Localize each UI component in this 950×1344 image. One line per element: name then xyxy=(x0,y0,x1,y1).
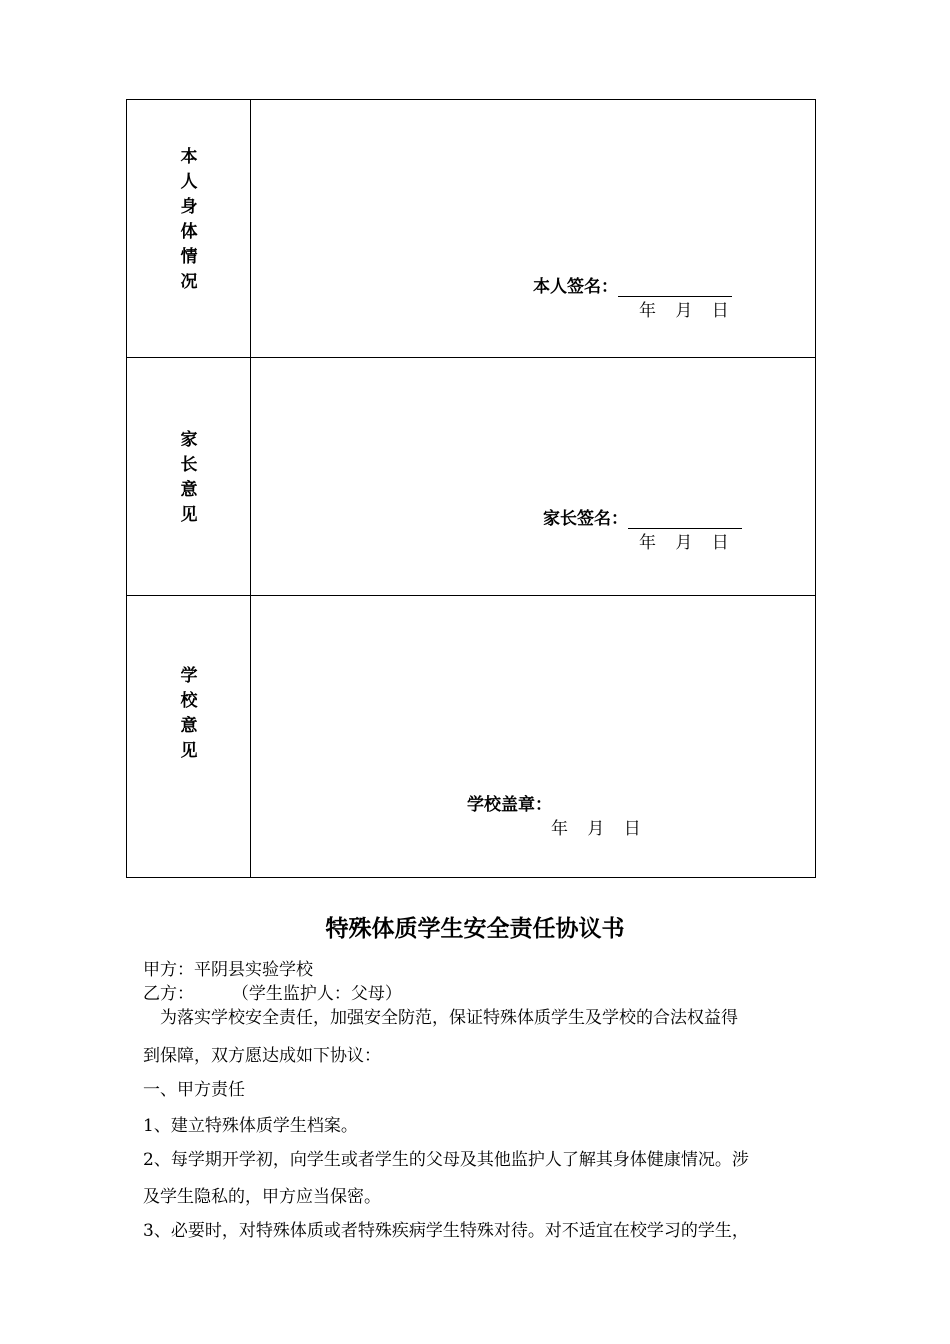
agreement-title: 特殊体质学生安全责任协议书 xyxy=(325,916,625,942)
school-seal-field[interactable] xyxy=(467,790,552,815)
row-label-cell xyxy=(127,358,251,595)
school-seal-label: 学校盖章： xyxy=(467,795,552,815)
row-label-cell xyxy=(127,596,251,878)
duty-item-2-line1: 2、每学期开学初，向学生或者学生的父母及其他监护人了解其身体健康情况。涉 xyxy=(143,1150,749,1170)
parent-signature-field[interactable] xyxy=(543,504,742,529)
row-label-school-opinion: 学 校 意 见 xyxy=(180,666,198,761)
intro-paragraph-line2: 到保障，双方愿达成如下协议： xyxy=(143,1046,381,1066)
school-seal-date: 年 月 日 xyxy=(551,819,641,839)
row-label-cell xyxy=(127,100,251,357)
form-row-school-opinion xyxy=(127,596,815,878)
parent-signature-date: 年 月 日 xyxy=(639,533,729,553)
parent-signature-label: 家长签名： xyxy=(543,509,628,529)
intro-paragraph-line1: 为落实学校安全责任，加强安全防范，保证特殊体质学生及学校的合法权益得 xyxy=(160,1008,738,1028)
duty-item-2-line2: 及学生隐私的，甲方应当保密。 xyxy=(143,1187,381,1207)
duty-item-1: 1、建立特殊体质学生档案。 xyxy=(143,1116,358,1136)
row-label-parent-opinion: 家 长 意 见 xyxy=(180,430,198,525)
form-row-self-health xyxy=(127,100,815,358)
row-label-self-health: 本 人 身 体 情 况 xyxy=(180,147,198,292)
self-signature-label: 本人签名： xyxy=(533,277,618,297)
signature-line[interactable] xyxy=(618,276,732,297)
signature-line[interactable] xyxy=(628,508,742,529)
self-signature-field[interactable] xyxy=(533,272,732,297)
duty-item-3-line1: 3、必要时，对特殊体质或者特殊疾病学生特殊对待。对不适宜在校学习的学生， xyxy=(143,1221,749,1241)
form-row-parent-opinion xyxy=(127,358,815,596)
section-heading-party-a-duties: 一、甲方责任 xyxy=(143,1080,245,1100)
self-signature-date: 年 月 日 xyxy=(639,301,729,321)
party-b: 乙方： （学生监护人：父母） xyxy=(143,984,402,1004)
consent-form-table xyxy=(126,99,816,878)
party-a: 甲方：平阴县实验学校 xyxy=(143,960,313,980)
